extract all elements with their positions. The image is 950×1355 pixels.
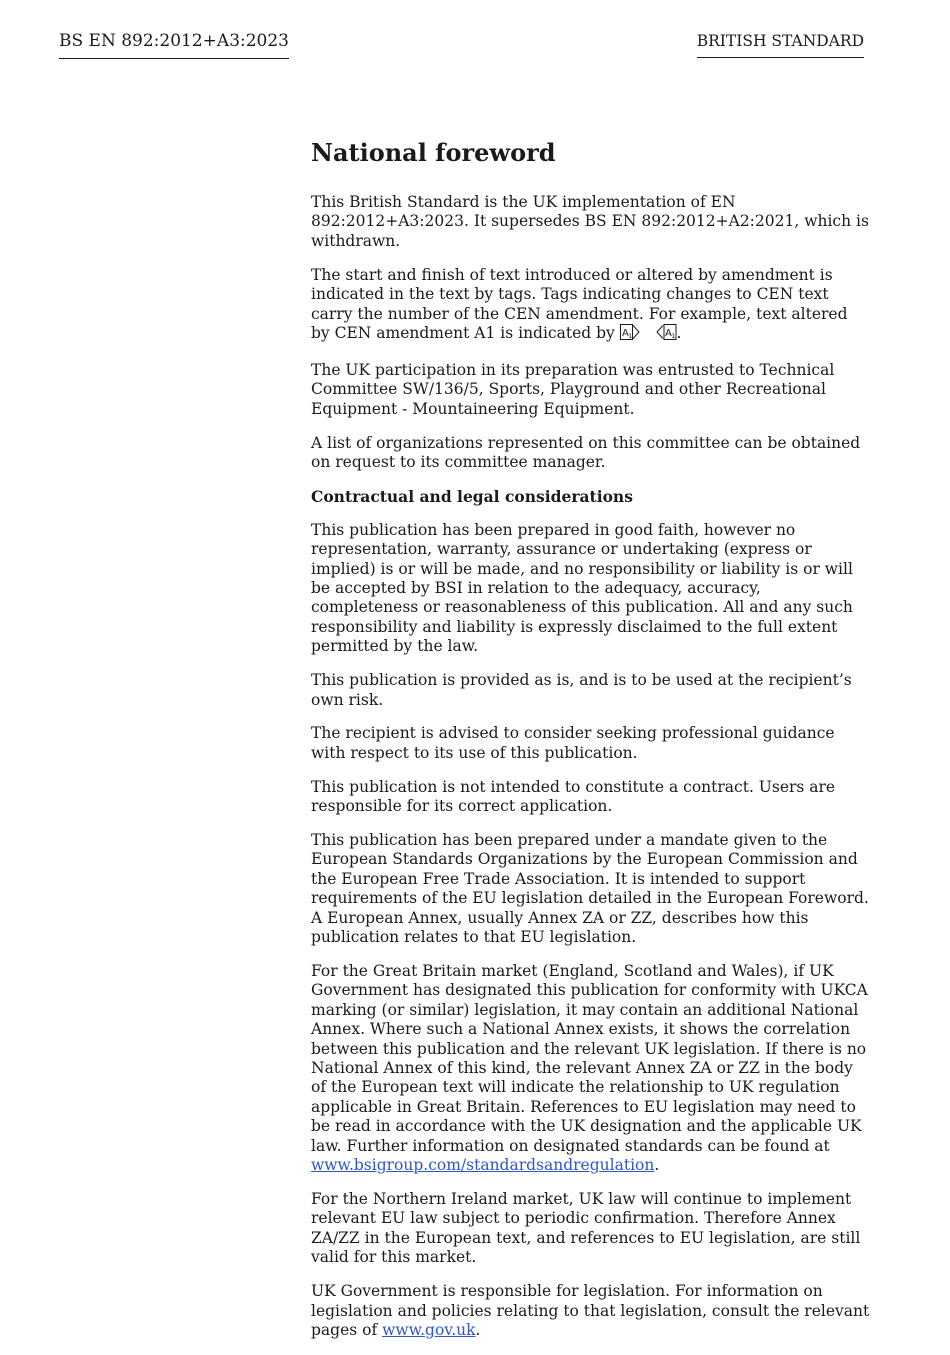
document-id-header: BS EN 892:2012+A3:2023	[59, 30, 289, 59]
paragraph-organizations: A list of organizations represented on this committee can be obtained on request to its committee manager.	[311, 433, 861, 471]
paragraph-good-faith: This publication has been prepared in good faith, however no representation, warranty, assurance or undertaking (express or implied) is or will be made, and no responsibility or liability is or will be accepted by BSI in relation to the adequacy, accuracy, completeness or reasonableness of this publication. All and any such responsibility and liability is expressly disclaimed to the full extent permitted by the law.	[311, 520, 853, 656]
svg-text:A: A	[621, 327, 629, 339]
paragraph-amendment-tags	[311, 266, 871, 347]
paragraph-mandate: This publication has been prepared under a mandate given to the European Standards Organizations by the European Commission and the European Free Trade Association. It is intended to support requirements of the EU legislation detailed in the European Foreword. A European Annex, usually Annex ZA or ZZ, describes how this publication relates to that EU legislation.	[311, 831, 869, 947]
paragraph-not-contract: This publication is not intended to constitute a contract. Users are responsible for its correct application.	[311, 777, 836, 816]
svg-text:1: 1	[670, 331, 675, 340]
paragraph-great-britain-market	[311, 962, 871, 1175]
paragraph-implementation: This British Standard is the UK implementation of EN 892:2012+A3:2023. It supersedes BS EN 892:2012+A2:2021, which is withdrawn.	[311, 193, 869, 250]
foreword-body	[311, 138, 871, 1355]
paragraph-uk-government-end: .	[475, 1320, 481, 1339]
paragraph-professional-guidance: The recipient is advised to consider seeking professional guidance with respect to its use of this publication.	[311, 724, 835, 762]
paragraph-great-britain-end: .	[654, 1156, 660, 1175]
amendment-end-tag-icon	[656, 324, 677, 346]
paragraph-own-risk: This publication is provided as is, and is to be used at the recipient’s own risk.	[311, 671, 852, 709]
paragraph-uk-government-text: UK Government is responsible for legislation. For information on legislation and policies relating to that legislation, consult the relevant pages of	[311, 1282, 870, 1339]
standard-type-header: BRITISH STANDARD	[697, 31, 864, 58]
paragraph-amendment-tags-text: The start and finish of text introduced or altered by amendment is indicated in the text by tags. Tags indicating changes to CEN text carry the number of the CEN amendment. For example, text altered by CEN amendment A1 is indicated by	[311, 265, 848, 342]
section-heading-contractual: Contractual and legal considerations	[311, 486, 633, 506]
page-title: National foreword	[311, 138, 556, 167]
paragraph-uk-government	[311, 1282, 871, 1340]
paragraph-great-britain-text: For the Great Britain market (England, Scotland and Wales), if UK Government has designated this publication for conformity with UKCA marking (or similar) legislation, it may contain an additional National Annex. Where such a National Annex exists, it shows the correlation between this publication and the relevant UK legislation. If there is no National Annex of this kind, the relevant Annex ZA or ZZ in the body of the European text will indicate the relationship to UK regulation applicable in Great Britain. References to EU legislation may need to be read in accordance with the UK designation and the applicable UK law. Further information on designated standards can be found at	[311, 962, 868, 1155]
paragraph-northern-ireland: For the Northern Ireland market, UK law will continue to implement relevant EU law subject to periodic confirmation. Therefore Annex ZA/ZZ in the European text, and references to EU legislation, are still valid for this market.	[311, 1189, 861, 1267]
gov-uk-link[interactable]: www.gov.uk	[382, 1320, 476, 1339]
paragraph-amendment-tags-end: .	[676, 323, 682, 342]
svg-text:1: 1	[627, 331, 633, 340]
amendment-start-tag-icon	[620, 324, 641, 346]
bsigroup-link[interactable]: www.bsigroup.com/standardsandregulation	[311, 1156, 655, 1175]
paragraph-committee: The UK participation in its preparation was entrusted to Technical Committee SW/136/5, Sports, Playground and other Recreational Equipment - Mountaineering Equipment.	[311, 360, 835, 418]
svg-text:A: A	[664, 327, 672, 339]
